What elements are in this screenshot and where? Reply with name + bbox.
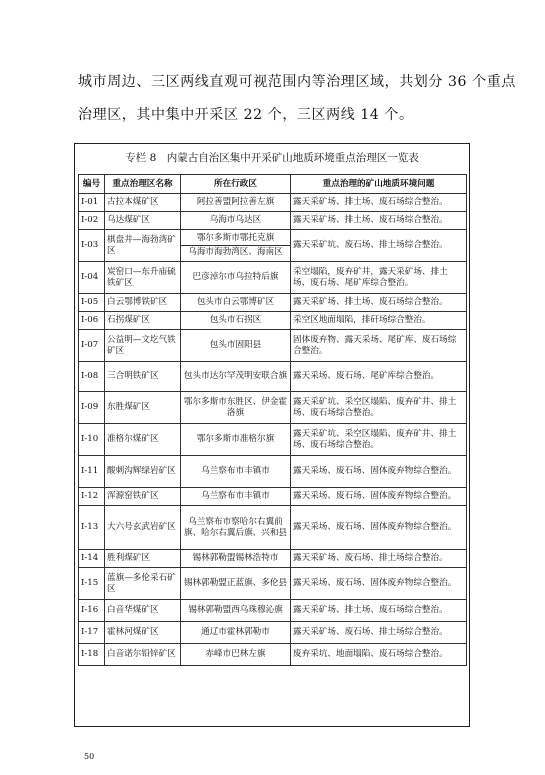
cell-no: Ⅰ-09 — [79, 392, 105, 424]
cell-issue: 露天采矿场、废石场、排土场综合整治。 — [291, 550, 467, 568]
cell-no: Ⅰ-02 — [79, 212, 105, 230]
cell-issue: 露天采场、废石场、尾矿库综合整治。 — [291, 362, 467, 392]
cell-issue: 露天采场、废石场、固体废弃物综合整治。 — [291, 488, 467, 506]
page-number: 50 — [84, 752, 95, 761]
cell-issue: 露天采矿坑、采空区塌陷、废弃矿井、排土场、废石场综合整治。 — [291, 424, 467, 456]
cell-name: 乌达煤矿区 — [105, 212, 181, 230]
cell-issue: 采空塌陷，废弃矿井，露天采矿场、排土场、废石场、尾矿库综合整治。 — [291, 262, 467, 294]
cell-issue: 露天采矿场、排土场、废石场综合整治。 — [291, 600, 467, 622]
cell-no: Ⅰ-01 — [79, 194, 105, 212]
cell-name: 酸刺沟辉绿岩矿区 — [105, 456, 181, 488]
table-row — [79, 644, 467, 666]
cell-region: 通辽市霍林郭勒市 — [181, 622, 291, 644]
cell-no: Ⅰ-05 — [79, 294, 105, 312]
cell-no: Ⅰ-15 — [79, 568, 105, 600]
cell-region: 锡林郭勒盟正蓝旗、多伦县 — [181, 568, 291, 600]
cell-issue: 固体废弃物、露天采场、尾矿库、废石场综合整治。 — [291, 330, 467, 362]
governance-zone-table — [78, 174, 467, 666]
cell-no: Ⅰ-11 — [79, 456, 105, 488]
cell-no: Ⅰ-07 — [79, 330, 105, 362]
cell-no: Ⅰ-10 — [79, 424, 105, 456]
cell-no: Ⅰ-18 — [79, 644, 105, 666]
table-header-row — [79, 175, 467, 194]
cell-name: 蓝旗—多伦采石矿区 — [105, 568, 181, 600]
cell-issue: 采空区地面塌陷，排矸场综合整治。 — [291, 312, 467, 330]
cell-no: Ⅰ-08 — [79, 362, 105, 392]
cell-name: 东胜煤矿区 — [105, 392, 181, 424]
table-row — [79, 330, 467, 362]
table-caption: 专栏 8 内蒙古自治区集中开采矿山地质环境重点治理区一览表 — [125, 152, 419, 164]
cell-region: 赤峰市巴林左旗 — [181, 644, 291, 666]
cell-region: 阿拉善盟阿拉善左旗 — [181, 194, 291, 212]
table-row — [79, 488, 467, 506]
table-row — [79, 550, 467, 568]
cell-name: 棋盘井—海勃湾矿区 — [105, 230, 181, 262]
cell-name: 石拐煤矿区 — [105, 312, 181, 330]
table-row — [79, 312, 467, 330]
cell-issue: 露天采矿坑、废石场、排土场综合整治。 — [291, 230, 467, 262]
cell-issue: 露天采矿场、废石场、排土场综合整治。 — [291, 622, 467, 644]
table-row — [79, 506, 467, 550]
table-row — [79, 456, 467, 488]
cell-region — [181, 230, 291, 262]
cell-no: Ⅰ-13 — [79, 506, 105, 550]
cell-issue: 露天采矿坑、采空区塌陷、废弃矿井、排土场、废石场综合整治。 — [291, 392, 467, 424]
cell-region: 锡林郭勒盟锡林浩特市 — [181, 550, 291, 568]
table-row — [79, 294, 467, 312]
cell-region: 乌兰察布市丰镇市 — [181, 488, 291, 506]
cell-region: 锡林郭勒盟西乌珠穆沁旗 — [181, 600, 291, 622]
cell-issue: 露天采场、废石场、固体废弃物综合整治。 — [291, 506, 467, 550]
table-body — [79, 194, 467, 666]
cell-no: Ⅰ-14 — [79, 550, 105, 568]
cell-region: 乌海市乌达区 — [181, 212, 291, 230]
table-row — [79, 622, 467, 644]
table-row — [79, 212, 467, 230]
cell-no: Ⅰ-06 — [79, 312, 105, 330]
table-row — [79, 362, 467, 392]
cell-issue: 露天采场、废石场、固体废弃物综合整治。 — [291, 568, 467, 600]
cell-no: Ⅰ-16 — [79, 600, 105, 622]
cell-region: 乌兰察布市察哈尔右翼前旗、哈尔右翼后旗、兴和县 — [181, 506, 291, 550]
cell-name: 白音诺尔铅锌矿区 — [105, 644, 181, 666]
cell-region: 包头市固阳县 — [181, 330, 291, 362]
table-row — [79, 230, 467, 262]
cell-issue: 露天采矿场、排土场、废石场综合整治。 — [291, 212, 467, 230]
header-issue: 重点治理的矿山地质环境问题 — [291, 175, 467, 194]
cell-name: 三合明铁矿区 — [105, 362, 181, 392]
header-no: 编号 — [79, 175, 105, 194]
cell-name: 胜利煤矿区 — [105, 550, 181, 568]
header-region: 所在行政区 — [181, 175, 291, 194]
intro-line-1: 城市周边、三区两线直观可视范围内等治理区域，共划分 36 个重点 — [78, 74, 516, 90]
cell-region: 乌兰察布市丰镇市 — [181, 456, 291, 488]
table-row — [79, 262, 467, 294]
table-box — [74, 143, 470, 727]
cell-name: 霍林河煤矿区 — [105, 622, 181, 644]
cell-region: 包头市石拐区 — [181, 312, 291, 330]
table-row — [79, 392, 467, 424]
intro-paragraph — [78, 66, 516, 132]
cell-issue: 露天采场、废石场、固体废弃物综合整治。 — [291, 456, 467, 488]
cell-name: 白云鄂博铁矿区 — [105, 294, 181, 312]
cell-region: 包头市白云鄂博矿区 — [181, 294, 291, 312]
cell-name: 古拉本煤矿区 — [105, 194, 181, 212]
cell-issue: 露天采矿场、排土场、废石场综合整治。 — [291, 294, 467, 312]
cell-region: 鄂尔多斯市东胜区、伊金霍洛旗 — [181, 392, 291, 424]
cell-no: Ⅰ-12 — [79, 488, 105, 506]
cell-no: Ⅰ-04 — [79, 262, 105, 294]
cell-name: 大六号玄武岩矿区 — [105, 506, 181, 550]
cell-region-line-1: 鄂尔多斯市鄂托克旗 — [181, 232, 290, 246]
cell-no: Ⅰ-17 — [79, 622, 105, 644]
cell-region-line-2: 乌海市海勃湾区、海南区 — [188, 247, 283, 257]
cell-region: 巴彦淖尔市乌拉特后旗 — [181, 262, 291, 294]
table-row — [79, 600, 467, 622]
cell-name: 公益明—文圪气铁矿区 — [105, 330, 181, 362]
cell-name: 浑源窑铁矿区 — [105, 488, 181, 506]
table-row — [79, 194, 467, 212]
cell-name: 白音华煤矿区 — [105, 600, 181, 622]
table-row — [79, 424, 467, 456]
cell-issue: 废弃采坑、地面塌陷、废石场综合整治。 — [291, 644, 467, 666]
intro-line-2: 治理区，其中集中开采区 22 个，三区两线 14 个。 — [78, 107, 414, 123]
table-row — [79, 568, 467, 600]
cell-no: Ⅰ-03 — [79, 230, 105, 262]
cell-issue: 露天采矿场、排土场、废石场综合整治。 — [291, 194, 467, 212]
cell-region: 鄂尔多斯市准格尔旗 — [181, 424, 291, 456]
cell-name: 炭窑口—东升庙硫铁矿区 — [105, 262, 181, 294]
cell-name: 准格尔煤矿区 — [105, 424, 181, 456]
header-name: 重点治理区名称 — [105, 175, 181, 194]
cell-region: 包头市达尔罕茂明安联合旗 — [181, 362, 291, 392]
